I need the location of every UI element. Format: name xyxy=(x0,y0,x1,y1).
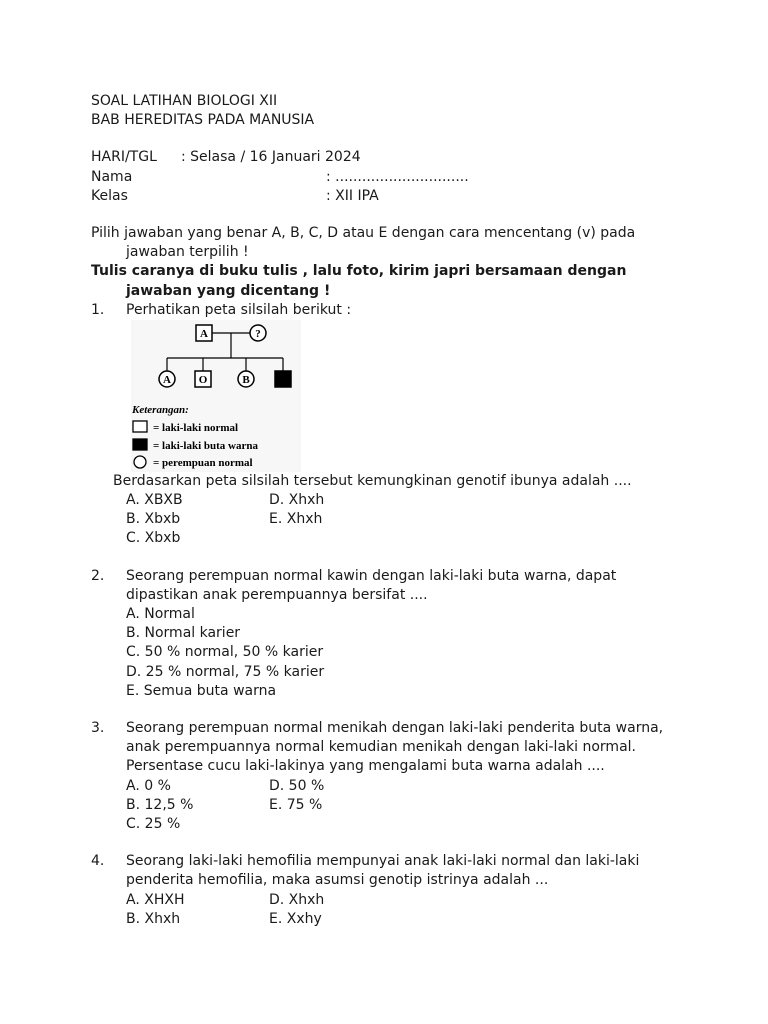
name-row xyxy=(91,168,711,187)
option-b[interactable]: B. Normal karier xyxy=(126,625,241,642)
legend-item-3: = perempuan normal xyxy=(153,456,253,469)
instruction-bold-line-2: jawaban yang dicentang ! xyxy=(126,282,331,299)
question-text-line: Seorang perempuan normal kawin dengan laki-laki buta warna, dapat xyxy=(126,567,617,584)
question-number: 3. xyxy=(91,720,105,737)
options-row xyxy=(126,815,711,834)
child-4-symbol xyxy=(275,371,291,387)
options-row xyxy=(126,910,711,929)
question-text: Perhatikan peta silsilah berikut : xyxy=(126,301,352,318)
legend-item-1: = laki-laki normal xyxy=(153,421,239,434)
document-page xyxy=(91,92,711,929)
class-row xyxy=(91,187,711,206)
father-label: A xyxy=(200,327,208,340)
question-text-line: Persentase cucu laki-lakinya yang mengalami buta warna adalah .... xyxy=(126,758,605,775)
doc-subtitle: BAB HEREDITAS PADA MANUSIA xyxy=(91,112,315,129)
option-a[interactable]: A. XHXH xyxy=(126,891,185,908)
class-label: Kelas xyxy=(91,187,128,204)
question-text-line: Seorang perempuan normal menikah dengan laki-laki penderita buta warna, xyxy=(126,720,664,737)
option-c[interactable]: C. 50 % normal, 50 % karier xyxy=(126,644,324,661)
question-4 xyxy=(91,852,711,929)
mother-label: ? xyxy=(255,327,261,340)
instruction-line-1: Pilih jawaban yang benar A, B, C, D atau E dengan cara mencentang (v) pada xyxy=(91,224,636,241)
option-b[interactable]: B. Xhxh xyxy=(126,910,181,927)
option-e[interactable]: E. Xxhy xyxy=(269,910,322,927)
legend-item-2: = laki-laki buta warna xyxy=(153,439,258,452)
option-d[interactable]: D. 25 % normal, 75 % karier xyxy=(126,663,325,680)
option-a[interactable]: A. 0 % xyxy=(126,777,171,794)
option-a[interactable]: A. XBXB xyxy=(126,492,183,509)
name-label: Nama xyxy=(91,168,133,185)
child-1-label: A xyxy=(163,373,171,386)
question-followup: Berdasarkan peta silsilah tersebut kemungkinan genotif ibunya adalah .... xyxy=(113,472,632,489)
options-row xyxy=(126,777,711,796)
instruction-bold-line-1: Tulis caranya di buku tulis , lalu foto, kirim japri bersamaan dengan xyxy=(91,263,627,280)
option-d[interactable]: D. Xhxh xyxy=(269,492,325,509)
option-c[interactable]: C. Xbxb xyxy=(126,530,181,547)
name-value: : .............................. xyxy=(326,168,469,185)
class-value: : XII IPA xyxy=(326,187,379,204)
option-c[interactable]: C. 25 % xyxy=(126,816,181,833)
date-row xyxy=(91,148,711,167)
date-label: HARI/TGL xyxy=(91,149,157,166)
option-b[interactable]: B. Xbxb xyxy=(126,511,181,528)
question-number: 1. xyxy=(91,301,105,318)
question-text-line: dipastikan anak perempuannya bersifat .... xyxy=(126,586,428,603)
question-text-line: penderita hemofilia, maka asumsi genotip istrinya adalah ... xyxy=(126,872,549,889)
doc-title: SOAL LATIHAN BIOLOGI XII xyxy=(91,93,278,109)
question-text-line: anak perempuannya normal kemudian menikah dengan laki-laki normal. xyxy=(126,739,636,756)
question-number: 2. xyxy=(91,567,105,584)
pedigree-figure xyxy=(131,320,301,472)
option-e[interactable]: E. 75 % xyxy=(269,796,323,813)
legend-colorblind-male-icon xyxy=(133,439,147,450)
question-text-line: Seorang laki-laki hemofilia mempunyai anak laki-laki normal dan laki-laki xyxy=(126,853,640,870)
child-2-label: O xyxy=(198,373,208,386)
question-2 xyxy=(91,567,711,701)
options-row xyxy=(126,796,711,815)
option-b[interactable]: B. 12,5 % xyxy=(126,796,194,813)
child-3-label: B xyxy=(242,373,250,386)
options-row xyxy=(126,529,711,548)
legend-normal-male-icon xyxy=(133,421,147,432)
option-d[interactable]: D. Xhxh xyxy=(269,891,325,908)
question-number: 4. xyxy=(91,853,105,870)
question-3 xyxy=(91,719,711,834)
legend-normal-female-icon xyxy=(134,456,146,468)
option-d[interactable]: D. 50 % xyxy=(269,777,325,794)
options-row xyxy=(126,510,711,529)
option-e[interactable]: E. Xhxh xyxy=(269,511,323,528)
options-row xyxy=(126,491,711,510)
option-a[interactable]: A. Normal xyxy=(126,606,195,623)
instruction-line-2: jawaban terpilih ! xyxy=(126,244,249,261)
options-row xyxy=(126,891,711,910)
legend-title: Keterangan: xyxy=(132,403,189,416)
question-1 xyxy=(91,301,711,549)
option-e[interactable]: E. Semua buta warna xyxy=(126,682,277,699)
date-value: : Selasa / 16 Januari 2024 xyxy=(181,149,361,166)
